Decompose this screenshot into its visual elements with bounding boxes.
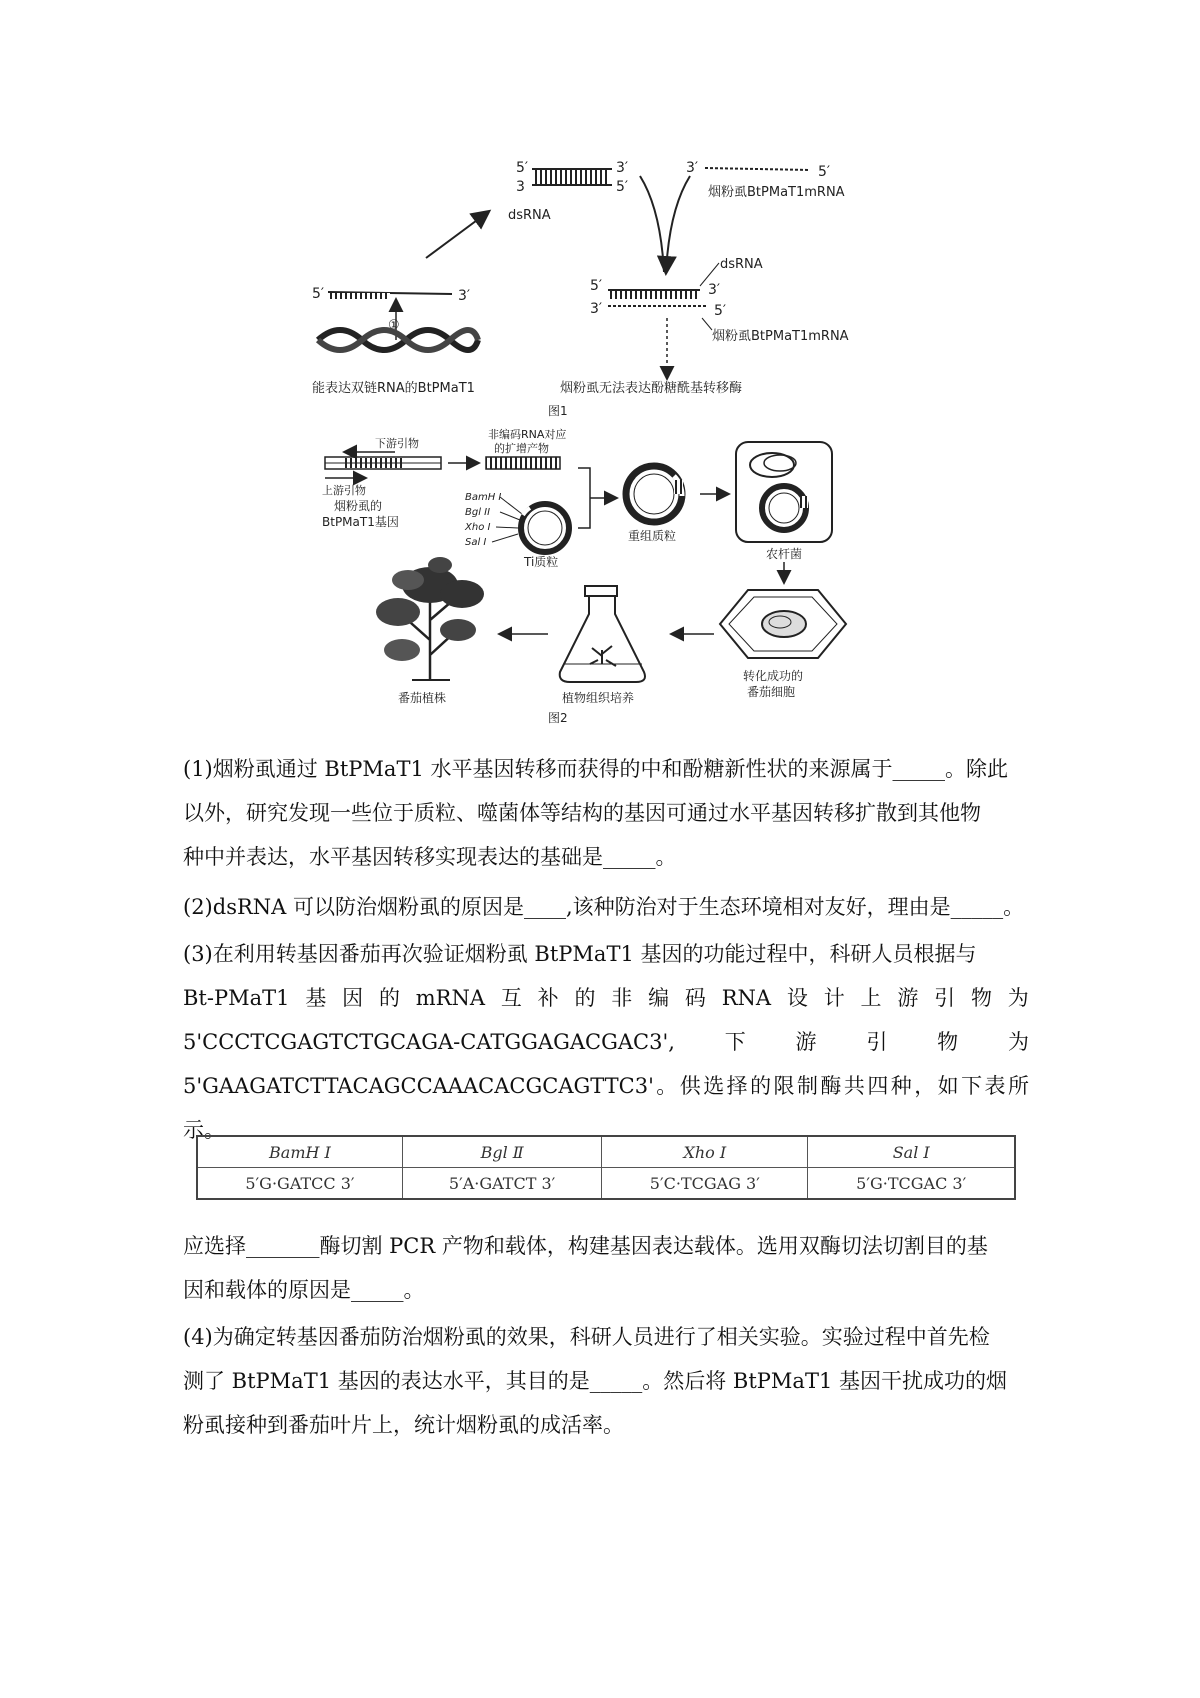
figure-1 [312, 160, 849, 418]
table-cell: 5′G·TCGAC 3′ [808, 1168, 1015, 1200]
svg-text:农杆菌: 农杆菌 [766, 547, 803, 561]
dsrna-molecule [508, 160, 628, 223]
table-header-row [197, 1136, 1015, 1168]
svg-text:3′: 3′ [590, 301, 603, 317]
svg-text:非编码RNA对应: 非编码RNA对应 [488, 428, 567, 441]
agrobacterium [736, 442, 832, 582]
q3-after-line-2: 因和载体的原因是_____。 [183, 1278, 425, 1302]
q1-line-2: 以外，研究发现一些位于质粒、噬菌体等结构的基因可通过水平基因转移扩散到其他物 [183, 801, 981, 825]
svg-text:BamH I: BamH I [465, 492, 502, 503]
table-cell: 5′A·GATCT 3′ [402, 1168, 601, 1200]
table-cell: BamH Ⅰ [197, 1136, 402, 1168]
svg-text:Sal I: Sal I [465, 537, 487, 548]
q4-line-1: (4)为确定转基因番茄防治烟粉虱的效果，科研人员进行了相关实验。实验过程中首先检 [183, 1325, 990, 1349]
svg-text:3′: 3′ [686, 160, 699, 176]
table-cell: 5′G·GATCC 3′ [197, 1168, 402, 1200]
q3-line-2: Bt-PMaT1 基 因 的 mRNA 互 补 的 非 编 码 RNA 设 计 上 游 引 物 为 [183, 986, 1029, 1010]
transformed-tomato-cell [720, 590, 846, 699]
table-cell: Sal Ⅰ [808, 1136, 1015, 1168]
svg-text:dsRNA: dsRNA [720, 257, 763, 272]
svg-text:5′: 5′ [714, 303, 727, 319]
table-cell: Xho Ⅰ [602, 1136, 808, 1168]
figure-2-caption: 图2 [548, 711, 568, 725]
figure-1-caption: 图1 [548, 404, 568, 418]
q3-line-4: 5'GAAGATCTTACAGCCAAACACGCAGTTC3'。供选择的限制酶共四种，如下表所示。 [183, 1074, 1029, 1142]
svg-text:植物组织培养: 植物组织培养 [562, 691, 635, 705]
svg-text:下游引物: 下游引物 [375, 437, 419, 450]
figure-2 [322, 427, 846, 725]
recombinant-plasmid [626, 466, 683, 543]
svg-text:3′: 3′ [708, 282, 721, 298]
svg-text:转化成功的: 转化成功的 [743, 669, 804, 683]
tomato-plant [376, 557, 484, 705]
result-label: 烟粉虱无法表达酚糖酰基转移酶 [560, 381, 743, 396]
svg-text:番茄植株: 番茄植株 [398, 691, 447, 705]
question-2 [183, 885, 1029, 929]
svg-text:烟粉虱BtPMaT1mRNA: 烟粉虱BtPMaT1mRNA [712, 329, 849, 344]
svg-text:烟粉虱的: 烟粉虱的 [334, 499, 383, 513]
question-3 [183, 932, 1029, 1152]
svg-text:能表达双链RNA的BtPMaT1: 能表达双链RNA的BtPMaT1 [312, 381, 475, 396]
q3-after-line-1: 应选择_______酶切割 PCR 产物和载体，构建基因表达载体。选用双酶切法切割目的基 [183, 1234, 988, 1258]
dsrna-mrna-complex [590, 257, 849, 378]
table-row [197, 1168, 1015, 1200]
mrna-label: 烟粉虱BtPMaT1mRNA [708, 185, 845, 200]
svg-text:①: ① [388, 318, 400, 333]
svg-text:5′: 5′ [312, 286, 325, 302]
svg-text:Ti质粒: Ti质粒 [524, 555, 559, 569]
svg-text:3′: 3′ [616, 160, 629, 176]
q3-line-1: (3)在利用转基因番茄再次验证烟粉虱 BtPMaT1 基因的功能过程中，科研人员根据与 [183, 942, 977, 966]
svg-text:上游引物: 上游引物 [322, 484, 366, 497]
q2-line: (2)dsRNA 可以防治烟粉虱的原因是____,该种防治对于生态环境相对友好，理由是_____。 [183, 895, 1025, 919]
q1-line-3: 种中并表达，水平基因转移实现表达的基础是_____。 [183, 845, 677, 869]
svg-text:3: 3 [516, 179, 525, 195]
ti-plasmid [464, 492, 569, 569]
figure-area [0, 0, 1200, 760]
svg-text:3′: 3′ [458, 288, 471, 304]
q4-line-3: 粉虱接种到番茄叶片上，统计烟粉虱的成活率。 [183, 1413, 624, 1437]
svg-text:5′: 5′ [818, 164, 831, 180]
restriction-enzyme-table [196, 1135, 1016, 1200]
svg-text:番茄细胞: 番茄细胞 [747, 685, 796, 699]
svg-text:5′: 5′ [590, 278, 603, 294]
dsrna-label: dsRNA [508, 208, 551, 223]
question-3-continued [183, 1224, 1029, 1312]
mrna-molecule [686, 160, 845, 200]
q3-line-3: 5'CCCTCGAGTCTGCAGA-CATGGAGACGAC3', 下 游 引 物 为 [183, 1030, 1029, 1054]
q1-line-1: (1)烟粉虱通过 BtPMaT1 水平基因转移而获得的中和酚糖新性状的来源属于_____。除此 [183, 757, 1008, 781]
table-cell: 5′C·TCGAG 3′ [602, 1168, 808, 1200]
svg-text:5′: 5′ [616, 179, 629, 195]
tissue-culture-flask [560, 586, 645, 705]
q4-line-2: 测了 BtPMaT1 基因的表达水平，其目的是_____。然后将 BtPMaT1 基因干扰成功的烟 [183, 1369, 1007, 1393]
table-cell: Bgl Ⅱ [402, 1136, 601, 1168]
question-4 [183, 1315, 1029, 1447]
svg-text:5′: 5′ [516, 160, 529, 176]
svg-text:的扩增产物: 的扩增产物 [494, 442, 549, 455]
svg-text:BtPMaT1基因: BtPMaT1基因 [322, 515, 399, 529]
svg-text:Xho I: Xho I [465, 522, 491, 533]
svg-text:重组质粒: 重组质粒 [628, 529, 677, 543]
question-1 [183, 747, 1029, 879]
svg-text:Bgl II: Bgl II [465, 507, 491, 518]
btpmat1-gene [312, 212, 488, 396]
